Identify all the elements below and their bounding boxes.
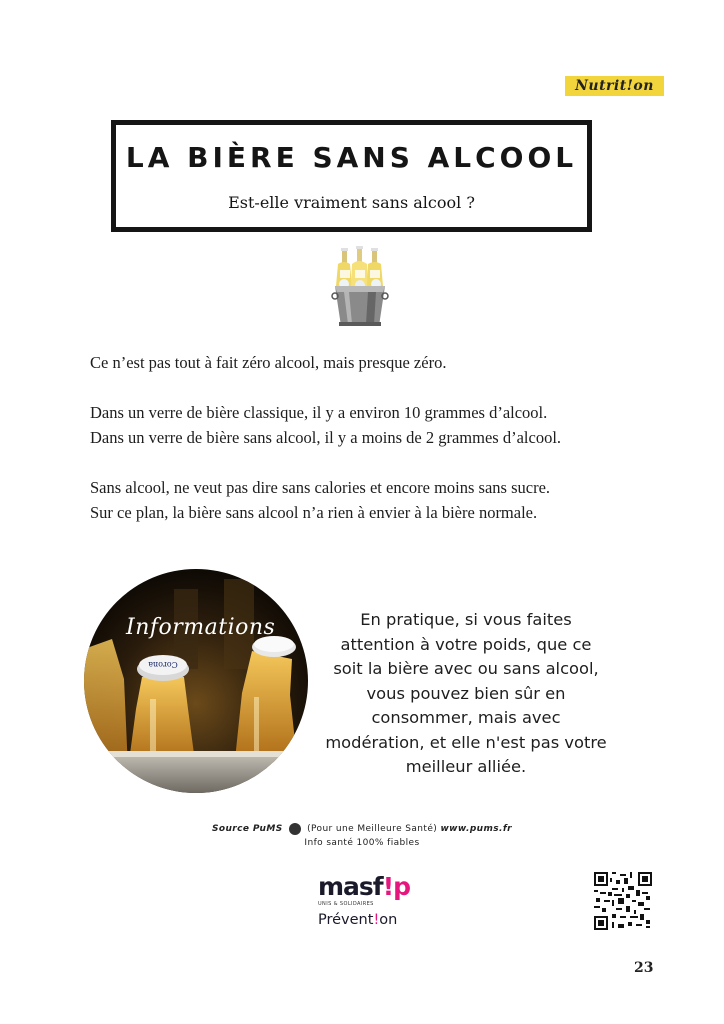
informations-label: Informations [126,615,276,640]
paragraph-line: Sur ce plan, la bière sans alcool n’a rien à envier à la bière normale. [90,503,538,522]
paragraph-line: Dans un verre de bière sans alcool, il y a moins de 2 grammes d’alcool. [90,428,562,447]
advice-line: En pratique, si vous faites [360,610,572,629]
paragraph-line: Sans alcool, ne veut pas dire sans calories et encore moins sans sucre. [90,478,551,497]
source-url-link[interactable]: www.pums.fr [440,824,512,834]
source-line2: Info santé 100% fiables [304,838,420,848]
practical-advice [322,608,610,780]
logo-name-b: !p [382,872,410,901]
page-title: LA BIÈRE SANS ALCOOL [125,141,578,174]
page-number: 23 [634,960,654,976]
bottle-cap-label: Corona [148,660,178,669]
masfip-logo [318,874,412,936]
pums-logo-icon [289,823,301,835]
bottle-neck-left [342,250,347,264]
bottle-neck-right [372,250,377,264]
advice-line: attention à votre poids, que ce [340,634,592,654]
qr-code-icon[interactable] [594,872,652,930]
paragraph-grams [90,400,650,450]
source-prefix: Source PuMS [211,824,283,834]
source-credit [150,822,574,850]
paragraph-intro [90,350,650,375]
page-subtitle: Est-elle vraiment sans alcool ? [228,193,475,212]
source-middle: (Pour une Meilleure Santé) [307,824,438,834]
paragraph-line: Ce n’est pas tout à fait zéro alcool, mais presque zéro. [90,353,447,372]
informations-photo [84,569,308,793]
logo-tagline: UNIS & SOLIDAIRES [318,901,374,907]
title-frame [111,120,592,232]
logo-name-a: masf [318,872,383,901]
advice-line: soit la bière avec ou sans alcool, [333,659,599,678]
logo-prev-a: Prévent [318,912,374,928]
logo-prev-b: ! [373,912,380,928]
paragraph-calories [90,475,650,525]
section-tag-nutrition: Nutrit!on [565,76,664,96]
logo-prev-c: on [379,912,398,928]
advice-line: modération, et elle n'est pas votre [325,732,607,752]
advice-line: vous pouvez bien sûr en [366,683,566,703]
advice-line: meilleur alliée. [405,757,527,776]
beer-bucket-icon [330,246,390,330]
beer-bottles-image [84,569,308,793]
paragraph-line: Dans un verre de bière classique, il y a environ 10 grammes d’alcool. [90,403,548,422]
advice-line: consommer, mais avec [371,708,561,727]
